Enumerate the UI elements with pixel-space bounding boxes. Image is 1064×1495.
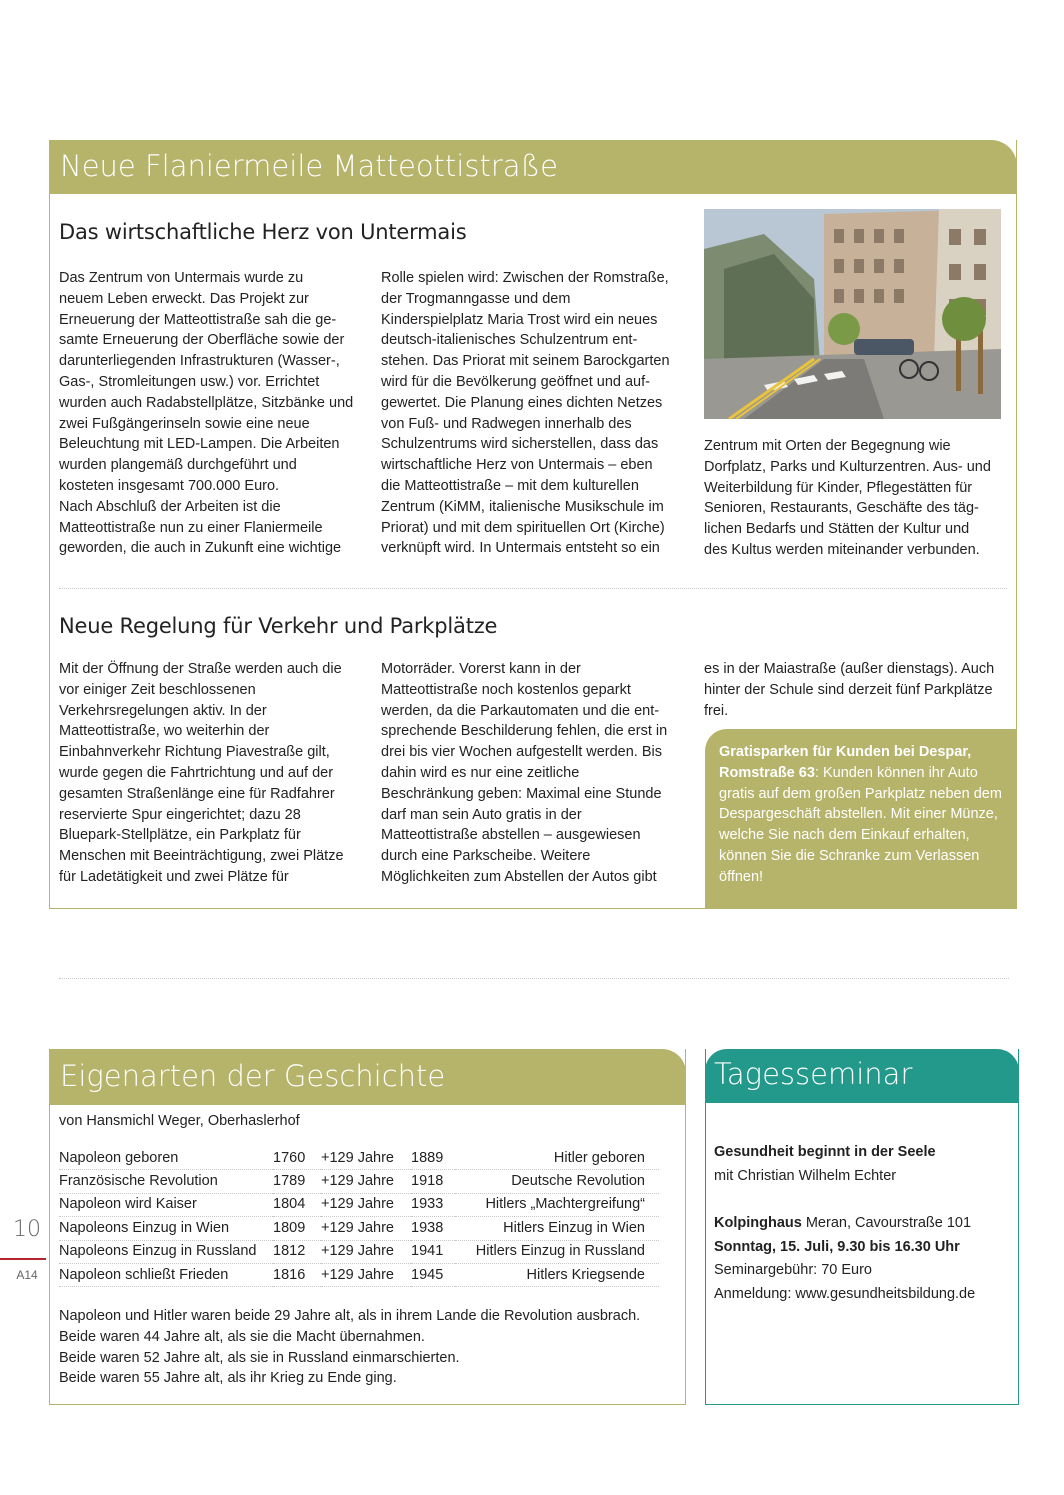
highlight-rest: : Kunden können ihr Auto gratis auf dem großen Parkplatz neben dem Despargeschäft abstellen. Mit einer Münze, welche Sie nach dem Einkauf erhalten, können Sie die Schranke zum Verlassen öffnen! bbox=[719, 764, 1002, 885]
text-line: Nach Abschluß der Arbeiten ist die bbox=[59, 498, 281, 515]
text-line: Beleuchtung mit LED-Lampen. Die Arbeiten bbox=[59, 436, 340, 453]
text-line: verknüpft wird. In Untermais entsteht so ein bbox=[381, 540, 660, 557]
text-line: lichen Bedarfs und Stätten der Kultur und bbox=[704, 521, 970, 538]
seminar-venue-address: Meran, Cavourstraße 101 bbox=[801, 1215, 972, 1231]
text-line: Zentrum mit Orten der Begegnung wie bbox=[704, 438, 951, 454]
divider bbox=[59, 588, 1007, 589]
text-line: Einbahnverkehr Richtung Piavestraße gilt, bbox=[59, 744, 330, 761]
text-line: Bluepark-Stellplätze, ein Parkplatz für bbox=[59, 827, 301, 844]
table-cell: +129 Jahre bbox=[321, 1240, 411, 1263]
table-cell: +129 Jahre bbox=[321, 1263, 411, 1286]
text-line: Beide waren 44 Jahre alt, als sie die Macht übernahmen. bbox=[59, 1328, 425, 1345]
text-line: werden, da die Parkautomaten und die ent- bbox=[381, 702, 660, 719]
table-cell: 1933 bbox=[411, 1193, 455, 1216]
history-table bbox=[59, 1147, 659, 1287]
text-column-5 bbox=[381, 659, 691, 888]
table-cell: Napoleons Einzug in Russland bbox=[59, 1240, 273, 1263]
divider bbox=[59, 978, 1009, 979]
text-line: Kinderspielplatz Maria Trost wird ein neues bbox=[381, 311, 658, 328]
text-line: wurden plangemäß durchgeführt und bbox=[59, 457, 297, 474]
table-cell: 1816 bbox=[273, 1263, 321, 1286]
text-column-3 bbox=[704, 436, 1014, 561]
table-row bbox=[59, 1217, 659, 1240]
text-line: es in der Maiastraße (außer dienstags). Auch bbox=[704, 661, 995, 677]
page-code: A14 bbox=[16, 1268, 38, 1282]
table-cell: 1941 bbox=[411, 1240, 455, 1263]
text-line: gewertet. Die Planung eines dichten Netzes bbox=[381, 394, 663, 411]
text-line: dahin wird es nur eine zeitliche bbox=[381, 764, 580, 781]
text-line: samte Erneuerung der Oberfläche sowie der bbox=[59, 332, 345, 349]
table-row bbox=[59, 1147, 659, 1170]
text-line: Matteottistraße nun zu einer Flaniermeile bbox=[59, 519, 323, 536]
text-line: wirtschaftliche Herz von Untermais – eben bbox=[381, 457, 653, 474]
text-column-6 bbox=[704, 659, 1014, 721]
text-line: Erneuerung der Matteottistraße sah die ge- bbox=[59, 311, 337, 328]
seminar-info bbox=[714, 1141, 1014, 1306]
table-cell: 1918 bbox=[411, 1170, 455, 1193]
section-title-tagesseminar: Tagesseminar bbox=[714, 1057, 913, 1091]
highlight-bold: Gratisparken für Kunden bei Despar, Romstraße 63 bbox=[719, 744, 972, 781]
table-cell: +129 Jahre bbox=[321, 1217, 411, 1240]
street-photo bbox=[704, 209, 1001, 419]
table-cell: 1760 bbox=[273, 1147, 321, 1170]
text-line: Menschen mit Beeinträchtigung, zwei Plätze bbox=[59, 848, 344, 865]
table-row bbox=[59, 1240, 659, 1263]
text-line: vor einiger Zeit beschlossenen bbox=[59, 681, 256, 698]
page-title: Neue Flaniermeile Matteottistraße bbox=[60, 149, 558, 183]
table-cell: 1812 bbox=[273, 1240, 321, 1263]
text-line: Matteottistraße noch kostenlos geparkt bbox=[381, 681, 631, 698]
text-line: Weiterbildung für Kinder, Pflegestätten für bbox=[704, 479, 973, 496]
text-line: Verkehrsregelungen aktiv. In der bbox=[59, 702, 267, 719]
table-cell: +129 Jahre bbox=[321, 1147, 411, 1170]
text-line: Rolle spielen wird: Zwischen der Romstraße, bbox=[381, 270, 669, 286]
table-cell: 1809 bbox=[273, 1217, 321, 1240]
text-line: für Ladetätigkeit und zwei Plätze für bbox=[59, 868, 289, 885]
table-cell: Hitlers „Machtergreifung“ bbox=[455, 1193, 659, 1216]
text-line: Beschränkung geben: Maximal eine Stunde bbox=[381, 785, 662, 802]
table-cell: Hitlers Einzug in Russland bbox=[455, 1240, 659, 1263]
text-line: Das Zentrum von Untermais wurde zu bbox=[59, 270, 304, 286]
text-line: kosteten insgesamt 700.000 Euro. bbox=[59, 477, 280, 494]
table-cell: 1945 bbox=[411, 1263, 455, 1286]
text-column-1 bbox=[59, 268, 369, 559]
table-cell: Napoleon wird Kaiser bbox=[59, 1193, 273, 1216]
text-line: drei bis vier Wochen aufgestellt werden. Bis bbox=[381, 744, 663, 761]
text-line: Mit der Öffnung der Straße werden auch die bbox=[59, 661, 342, 677]
table-cell: Französische Revolution bbox=[59, 1170, 273, 1193]
text-line: von Fuß- und Radwegen innerhalb des bbox=[381, 415, 632, 432]
table-cell: Deutsche Revolution bbox=[455, 1170, 659, 1193]
text-line: Gas-, Stromleitungen usw.) vor. Errichtet bbox=[59, 373, 320, 390]
subhead-herz-untermais: Das wirtschaftliche Herz von Untermais bbox=[59, 220, 467, 244]
text-line: durch eine Parkscheibe. Weitere bbox=[381, 848, 591, 865]
text-line: Senioren, Restaurants, Geschäfte des täg- bbox=[704, 500, 979, 517]
closing-text bbox=[59, 1306, 679, 1389]
text-line: stehen. Das Priorat mit seinem Barockgarten bbox=[381, 353, 670, 370]
text-line: sprechende Beschilderung fehlen, die erst in bbox=[381, 723, 668, 740]
section-title-geschichte: Eigenarten der Geschichte bbox=[60, 1059, 446, 1093]
text-line: Beide waren 52 Jahre alt, als sie in Russland einmarschierten. bbox=[59, 1349, 460, 1366]
text-column-4 bbox=[59, 659, 369, 888]
seminar-heading: Gesundheit beginnt in der Seele bbox=[714, 1144, 936, 1160]
table-cell: 1889 bbox=[411, 1147, 455, 1170]
text-line: Dorfplatz, Parks und Kulturzentren. Aus- und bbox=[704, 458, 991, 475]
text-line: Motorräder. Vorerst kann in der bbox=[381, 661, 581, 677]
subhead-verkehr-parkplaetze: Neue Regelung für Verkehr und Parkplätze bbox=[59, 614, 498, 638]
table-row bbox=[59, 1263, 659, 1286]
seminar-fee: Seminargebühr: 70 Euro bbox=[714, 1262, 872, 1278]
text-line: Matteottistraße abstellen – ausgewiesen bbox=[381, 827, 641, 844]
seminar-speaker: mit Christian Wilhelm Echter bbox=[714, 1167, 897, 1184]
text-column-2 bbox=[381, 268, 691, 559]
text-line: Zentrum (KiMM, italienische Musikschule im bbox=[381, 498, 664, 515]
text-line: Schulzentrums wird sicherstellen, dass das bbox=[381, 436, 659, 453]
table-cell: 1804 bbox=[273, 1193, 321, 1216]
text-line: gesamten Straßenlänge eine für Radfahrer bbox=[59, 785, 335, 802]
page-marker-line bbox=[0, 1258, 46, 1260]
table-cell: 1938 bbox=[411, 1217, 455, 1240]
table-cell: Hitlers Einzug in Wien bbox=[455, 1217, 659, 1240]
seminar-venue: Kolpinghaus bbox=[714, 1215, 802, 1231]
text-line: geworden, die auch in Zukunft eine wichtige bbox=[59, 540, 342, 557]
text-line: Beide waren 55 Jahre alt, als ihr Krieg zu Ende ging. bbox=[59, 1370, 397, 1387]
text-line: des Kultus werden miteinander verbunden. bbox=[704, 541, 980, 558]
text-line: darunterliegenden Infrastrukturen (Wasser-, bbox=[59, 353, 340, 370]
text-line: Möglichkeiten zum Abstellen der Autos gibt bbox=[381, 868, 657, 885]
text-line: Priorat) und mit dem spirituellen Ort (Kirche) bbox=[381, 519, 665, 536]
byline: von Hansmichl Weger, Oberhaslerhof bbox=[59, 1113, 300, 1129]
table-cell: 1789 bbox=[273, 1170, 321, 1193]
text-line: hinter der Schule sind derzeit fünf Parkplätze bbox=[704, 681, 993, 698]
text-line: deutsch-italienisches Schulzentrum ent- bbox=[381, 332, 638, 349]
table-cell: Napoleon schließt Frieden bbox=[59, 1263, 273, 1286]
text-line: der Trogmanngasse und dem bbox=[381, 290, 571, 307]
text-line: die Matteottistraße – mit dem kulturellen bbox=[381, 477, 639, 494]
table-cell: Napoleons Einzug in Wien bbox=[59, 1217, 273, 1240]
text-line: Napoleon und Hitler waren beide 29 Jahre alt, als in ihrem Lande die Revolution ausbrach. bbox=[59, 1308, 641, 1324]
highlight-text bbox=[719, 742, 1009, 888]
table-cell: Hitlers Kriegsende bbox=[455, 1263, 659, 1286]
table-cell: +129 Jahre bbox=[321, 1170, 411, 1193]
table-cell: Napoleon geboren bbox=[59, 1147, 273, 1170]
table-row bbox=[59, 1193, 659, 1216]
table-cell: +129 Jahre bbox=[321, 1193, 411, 1216]
text-line: Matteottistraße, wo weiterhin der bbox=[59, 723, 270, 740]
seminar-date: Sonntag, 15. Juli, 9.30 bis 16.30 Uhr bbox=[714, 1238, 960, 1255]
text-line: wird für die Bevölkerung geöffnet und auf- bbox=[381, 373, 650, 390]
text-line: neuem Leben erweckt. Das Projekt zur bbox=[59, 290, 309, 307]
text-line: darf man sein Auto gratis in der bbox=[381, 806, 582, 823]
page-number: 10 bbox=[13, 1217, 41, 1242]
text-line: reservierte Spur eingerichtet; dazu 28 bbox=[59, 806, 301, 823]
seminar-signup: Anmeldung: www.gesundheitsbildung.de bbox=[714, 1285, 976, 1302]
text-line: frei. bbox=[704, 702, 729, 719]
text-line: wurde gegen die Fahrtrichtung und auf der bbox=[59, 764, 334, 781]
text-line: zwei Fußgängerinseln sowie eine neue bbox=[59, 415, 310, 432]
text-line: wurden auch Radabstellplätze, Sitzbänke und bbox=[59, 394, 354, 411]
table-row bbox=[59, 1170, 659, 1193]
table-cell: Hitler geboren bbox=[455, 1147, 659, 1170]
